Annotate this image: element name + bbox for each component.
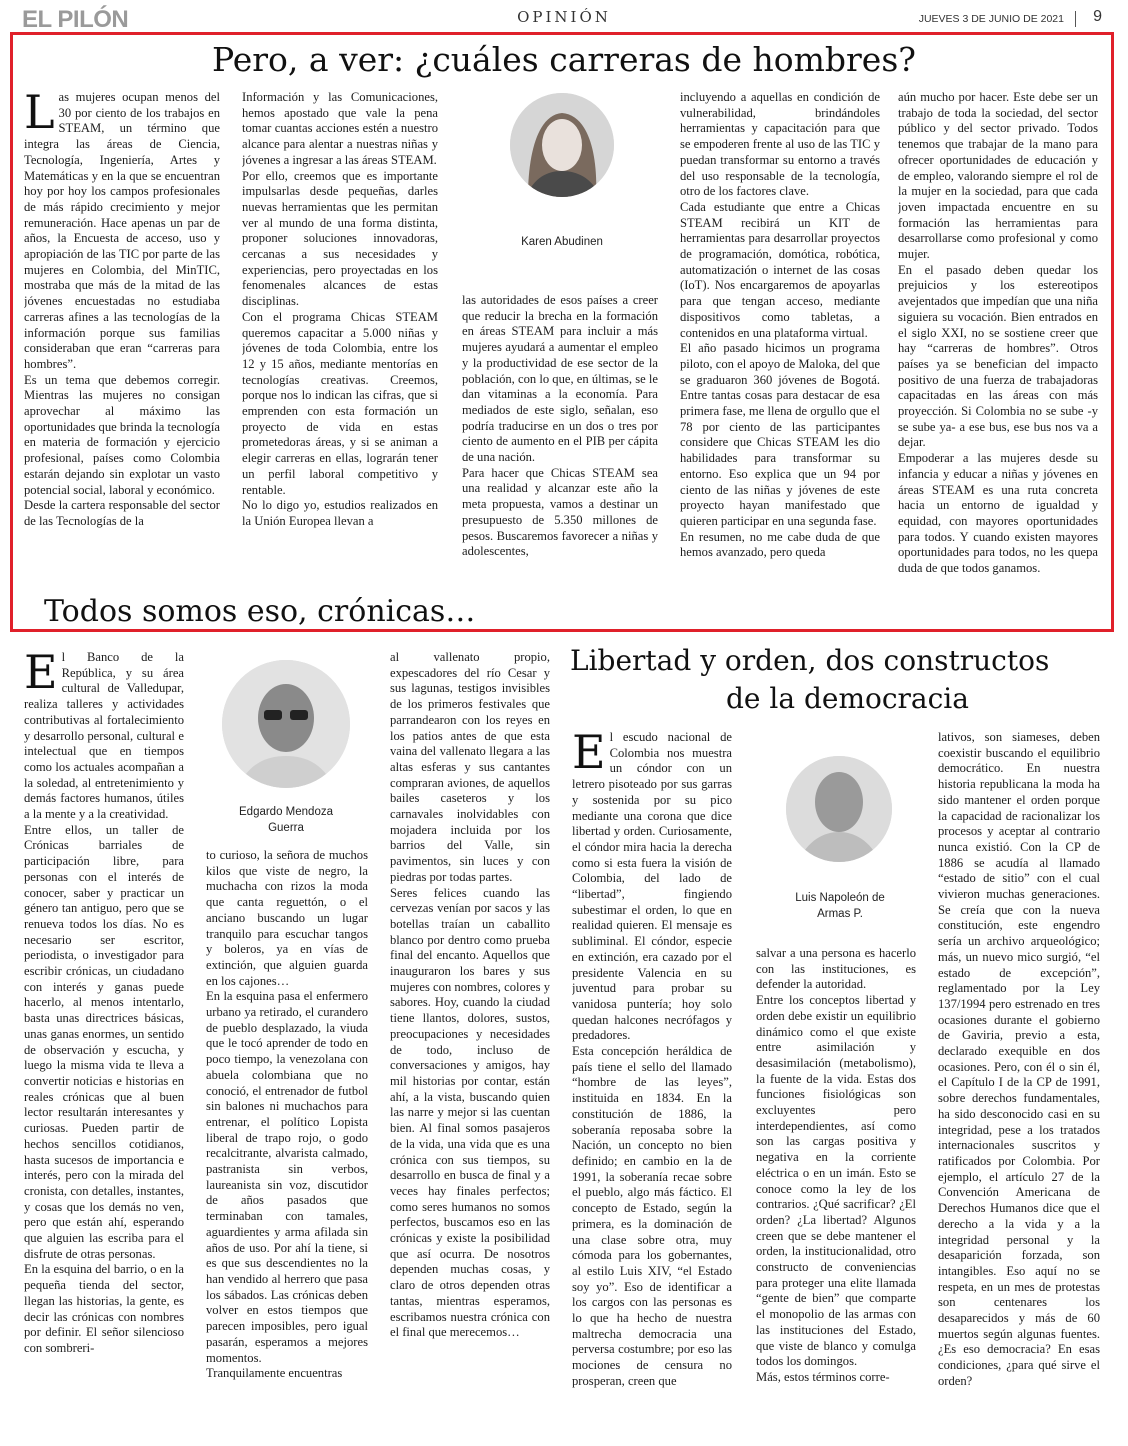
- header-divider: [1075, 11, 1076, 27]
- author-portrait: [786, 756, 892, 862]
- article1-title: Pero, a ver: ¿cuáles carreras de hombres?: [212, 40, 916, 79]
- column-text: as mujeres ocupan menos del 30 por ciento de los trabajos en STEAM, un término que integra las áreas de Ciencia, Tecnología, Ingeniería, Artes y Matemáticas y en la que se encuentran hoy por hoy los campos profesionales de más rápido crecimiento y mejor remuneración. Hace apenas un par de años, la Encuesta de acceso, uso y apropiación de las TIC por parte de las mujeres en Colombia, del MinTIC, mostraba que más de la mitad de las jóvenes encuestadas no estudiaba carreras afines a las tecnologías de la información porque sus familias consideraban que eran “carreras para hombres”. Es un tema que debemos corregir. Mientras las mujeres no consigan aprovechar al máximo las oportunidades que brinda la tecnología en materia de formación y ejercicio profesional, países como Colombia estarán dejando sin explotar un vasto potencial social, laboral y económico. Desde la cartera responsable del sector de las Tecnologías de la: [24, 90, 220, 528]
- section-title: OPINIÓN: [517, 8, 611, 26]
- author-caption: [760, 890, 920, 922]
- article3-column-2: [756, 946, 916, 1420]
- author-caption: [206, 804, 366, 836]
- issue-date: JUEVES 3 DE JUNIO DE 2021: [918, 13, 1064, 25]
- author-portrait: [222, 660, 350, 788]
- article1-column-1: [24, 90, 220, 578]
- dropcap: E: [24, 650, 58, 699]
- masthead: [0, 0, 1128, 34]
- column-text: Información y las Comunicaciones, hemos apostado que vale la pena tomar cuantas acciones estén a nuestro alcance para alentar a nuestras niñas y jóvenes a ingresar a las áreas STEAM. Por ello, creemos que es importante impulsarlas desde pequeñas, darles nuevas herramientas que les permitan ver al mundo de una forma distinta, proponer soluciones innovadoras, cercanas a sus necesidades y experiencias, pero proyectadas en los fenomenales alcances de estas disciplinas. Con el programa Chicas STEAM queremos capacitar a 5.000 niñas y jóvenes de toda Colombia, entre los 12 y 15 años, mediante mentorías en tecnologías creativas. Creemos, porque nos lo indican las cifras, que si emprenden con esta formación un proyecto de vida en estas prometedoras áreas, y si se animan a elegir carreras en ellas, lograrán tener un perfil laboral competitivo y rentable. No lo digo yo, estudios realizados en la Unión Europea llevan a: [242, 90, 438, 528]
- column-text: salvar a una persona es hacerlo con las instituciones, es defender la autoridad. Entre los conceptos libertad y orden debe existir un equilibrio dinámico como el que existe entre asimilación y desasimilación (metabolismo), la fuente de la vida. Estas dos funciones fisiológicas son excluyentes pero interdependientes, así como son las cargas positiva y negativa en la corriente eléctrica o en un imán. Esto se conoce como la ley de los contrarios. ¿Qué sacrificar? ¿El orden? ¿La libertad? Algunos creen que se debe mantener el orden, la institucionalidad, otro constructo de conveniencias para proteger una elite llamada “gente de bien” que comparte el monopolio de las armas con las instituciones del Estado, que viste de blanco y comulga todos los domingos. Más, estos términos corre-: [756, 946, 916, 1384]
- page-number: 9: [1093, 8, 1102, 25]
- dropcap: L: [24, 90, 55, 139]
- author-name-line-1: Luis Napoleón de: [795, 892, 885, 904]
- article3-title-line-2: de la democracia: [726, 682, 969, 715]
- article3-column-1: [572, 730, 732, 1422]
- article3-column-3: [938, 730, 1100, 1422]
- column-text: las autoridades de esos países a creer que reducir la brecha en la formación en áreas STEAM para incluir a más mujeres ayudará a aumentar el empleo y la productividad de ese sector de la población, con lo que, en últimas, se le dan vitaminas a la economía. Para mediados de este siglo, señalan, eso podría traducirse en un dos o tres por ciento de aumento en el PIB per cápita de una nación. Para hacer que Chicas STEAM sea una realidad y alcanzar este año la meta propuesta, vamos a destinar un presupuesto de 5.350 millones de pesos. Buscaremos favorecer a niñas y adolescentes,: [462, 293, 658, 559]
- author-caption: Karen Abudinen: [521, 236, 603, 248]
- column-text: aún mucho por hacer. Este debe ser un trabajo de toda la sociedad, del sector público y del sector privado. Todos tenemos que trabajar de la mano para ofrecer oportunidades de educación y de empleo, valorando siempre el rol de la mujer en la sociedad, para que cada joven impactada encuentre en su formación las herramientas para desarrollarse como profesional y como mujer. En el pasado deben quedar los prejuicios y los estereotipos avejentados que impedían que una niña siguiera su vocación. Bien entrados en el siglo XXI, no se sostiene creer que hay “carreras de hombres”. Otros países ya se benefician del impacto positivo de una fuerza de trabajadoras capacitadas en las áreas con más proyección. Si Colombia no se sube -y se sube ya- a ese bus, ese bus nos va a dejar. Empoderar a las mujeres desde su infancia y educar a niñas y jóvenes en áreas STEAM es una ruta concreta hacia un entorno de igualdad y equidad, con mayores oportunidades para todos. Y cuando existen mayores oportunidades para todos, no les quepa duda de que todos ganamos.: [898, 90, 1098, 576]
- column-text: to curioso, la señora de muchos kilos que viste de negro, la muchacha con rizos la moda que canta reguettón, o el anciano buscando un lugar tranquilo para escuchar tangos y boleros, ya en vías de extinción, que alguien guarda en los cajones… En la esquina pasa el enfermero urbano ya retirado, el curandero de pueblo desplazado, la viuda que le tocó aprender de todo en poco tiempo, la venezolana con abuela colombiana que no conoció, el entrenador de futbol sin balones ni muchachos para entrenar, el político Lopista liberal de trapo rojo, o godo recalcitrante, alvarista calmado, pastranista sin verbos, laureanista sin voz, discutidor de años pasados que terminaban con tamales, aguardientes y arma afilada sin años de uso. Por ahí la tiene, si es que sus descendientes no la han vendido al herrero que pasa los sábados. Las crónicas deben volver en estos tiempos que parecen imposibles, pero igual pasarán, esperamos a mejores momentos. Tranquilamente encuentras: [206, 848, 368, 1381]
- portrait-image: [222, 660, 350, 788]
- article3-title-line-1: Libertad y orden, dos constructos: [570, 644, 1050, 677]
- author-name-line-2: Armas P.: [817, 908, 863, 920]
- article1-column-3: [462, 293, 658, 578]
- portrait-image: [510, 93, 614, 197]
- article2-column-2: [206, 848, 368, 1424]
- author-name-line-2: Guerra: [268, 822, 304, 834]
- portrait-image: [786, 756, 892, 862]
- article2-title: Todos somos eso, crónicas…: [44, 594, 476, 629]
- author-portrait: [510, 93, 614, 197]
- column-text: lativos, son siameses, deben coexistir buscando el equilibrio democrático. En nuestra historia republicana la moda ha sido mantener el orden porque la capacidad de racionalizar los procesos y aceptar al contrario nunca existió. Con la CP de 1886 se acudía al llamado “estado de sitio” con el cual vivieron muchas generaciones. Se creía que con la nueva constitución, este engendro sería un archivo arqueológico; más, un nuevo mico surgió, “el estado de excepción”, reglamentado por la Ley 137/1994 pero estrenado en tres ocasiones durante el gobierno de Gaviria, previo a esta, declarado exequible en dos ocasiones. Pero, con él o sin él, el Capítulo I de la CP de 1991, sobre derechos fundamentales, ha sido desconocido casi en su integridad, pese a los tratados internacionales suscritos y ratificados por Colombia. Por ejemplo, el artículo 27 de la Convención Americana de Derechos Humanos dice que el derecho a la vida y a la integridad personal y la desaparición forzada, son intangibles. Eso aquí no se respeta, en un mes de protestas son centenares los desaparecidos y más de 60 muertos según algunas fuentes. ¿Es eso democracia? En esas condiciones, ¿para qué sirve el orden?: [938, 730, 1100, 1388]
- column-text: al vallenato propio, expescadores del río Cesar y sus lagunas, testigos invisibles de los primeros festivales que parrandearon con los reyes en los patios antes de que esta vaina del vallenato llegara a las altas esferas y sus cantantes compraran aviones, de aquellos bailes caseteros y los carnavales inolvidables con mojadera incluida por los barrios del Valle, sin pavimentos, sin luces y con piedras por todas partes. Seres felices cuando las cervezas venían por sacos y las botellas traían un caballito blanco por dentro como prueba final del encanto. Aquellos que inauguraron los bares y sus mujeres con nombres, colores y sabores. Hoy, cuando la ciudad tiene llantos, dolores, sustos, preocupaciones y necesidades de todo, incluso de conversaciones y amigos, hay mil historias por contar, están ahí, a la vista, buscando quien las narre y mejor si las cuentan bien. Al final somos pasajeros de la vida, una vida que es una crónica con sus tiempos, su desarrollo en busca de final y a veces hay finales perfectos; como seres humanos no somos perfectos, buscamos eso en las crónicas y existe la posibilidad que así ocurra. De nosotros dependen muchas cosas, y claro de otros dependen otras tantas, mientras esperamos, escribamos nuestra crónica con el final que merecemos…: [390, 650, 550, 1340]
- dropcap: E: [572, 730, 606, 779]
- newspaper-logo: EL PILÓN: [22, 6, 129, 33]
- column-text: incluyendo a aquellas en condición de vulnerabilidad, brindándoles herramientas y capacitación para que se empoderen frente al uso de las TIC y puedan transformar su entorno a través del uso responsable de la tecnología, otro de los factores clave. Cada estudiante que entre a Chicas STEAM recibirá un KIT de herramientas para desarrollar proyectos de programación, domótica, robótica, automatización o internet de las cosas (IoT). Nos encargaremos de apoyarlas para que tengan acceso, mediante dispositivos como tabletas, a contenidos en una plataforma virtual. El año pasado hicimos un programa piloto, con el apoyo de Maloka, del que se graduaron 360 jóvenes de Bogotá. Entre tantas cosas para destacar de esa primera fase, me llena de orgullo que el 78 por ciento de las participantes considere que Chicas STEAM les dio habilidades para transformar su entorno. Eso explica que un 94 por ciento de las niñas y jóvenes de este proyecto hayan manifestado que quieren participar en una segunda fase. En resumen, no me cabe duda de que hemos avanzado, pero queda: [680, 90, 880, 560]
- article1-column-5: [898, 90, 1098, 620]
- article1-column-4: [680, 90, 880, 612]
- column-text: l escudo nacional de Colombia nos muestra un cóndor con un letrero pisoteado por sus garras y sostenida por su pico mediante una corona que dice libertad y orden. Curiosamente, el cóndor mira hacia la derecha como si esta fuera la visión de Colombia, del lado de “libertad”, fingiendo subestimar el orden, lo que en realidad quieren. El mensaje es subliminal. El cóndor, especie en extinción, era cazado por el presidente Valencia en su juventud para probar su vanidosa puntería; hoy solo quedan halcones necrófagos y predadores. Esta concepción heráldica de país tiene el sello del llamado “hombre de las leyes”, instituida en 1834. En la constitución de 1886, la soberanía reposaba sobre la Nación, un concepto no bien definido; en cambio en la de 1991, la soberanía recae sobre el pueblo, algo más fáctico. El concepto de Estado, según la primera, es la dominación de una clase sobre otra, muy cómoda para los gobernantes, al estilo Luis XIV, “el Estado soy yo”. Eso de identificar a los cargos con las personas es lo que ha hecho de nuestra maltrecha democracia una perversa costumbre; por eso las mociones de censura no prosperan, creen que: [572, 730, 732, 1388]
- article1-column-2: [242, 90, 438, 578]
- author-name-line-1: Edgardo Mendoza: [239, 806, 333, 818]
- article2-column-1: [24, 650, 184, 1422]
- column-text: l Banco de la República, y su área cultural de Valledupar, realiza talleres y actividades contributivas al fortalecimiento y desarrollo personal, cultural e intelectual que en tiempos como los actuales acompañan a la soledad, al entretenimiento y demás factores humanos, útiles a la mente y a la creatividad. Entre ellos, un taller de Crónicas barriales de participación libre, para personas con el interés de conocer, saber y practicar un género tan antiguo, pero que se renueva todos los días. No es necesario ser escritor, periodista, o investigador para escribir crónicas, un ciudadano con interés y ganas puede hacerlo, al menos intentarlo, basta unas directrices básicas, unas ganas enormes, un sentido de observación y escucha, y luego la misma vida te lleva a convertir noticias e historias en reales crónicas que al buen lector resultarán interesantes y curiosas. Pueden partir de hechos sencillos cotidianos, hasta sucesos de importancia e interés, pero con la mirada del cronista, con detalles, instantes, y cosas que los demás no ven, pero que están ahí, esperando que alguien las escriba para el disfrute de otras personas. En la esquina del barrio, o en la pequeña tienda del sector, llegan las historias, la gente, es decir las crónicas con nombres por definir. El señor silencioso con sombreri-: [24, 650, 184, 1355]
- article2-column-3: [390, 650, 550, 1412]
